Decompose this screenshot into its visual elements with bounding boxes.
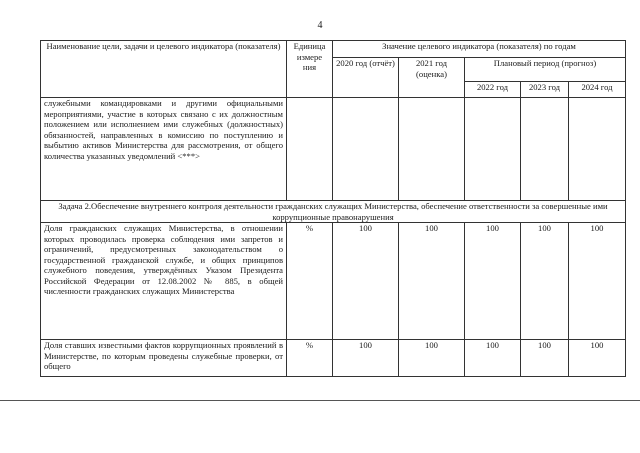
page-number: 4 — [317, 20, 323, 31]
value-2020: 100 — [333, 223, 399, 340]
table-row — [41, 223, 626, 340]
indicator-unit: % — [287, 340, 333, 377]
indicator-text: Доля ставших известными фактов коррупционных проявлений в Министерстве, по которым проведены служебные проверки, от общего — [41, 340, 287, 377]
value-2024 — [569, 98, 626, 201]
value-2022 — [465, 98, 521, 201]
value-2020 — [333, 98, 399, 201]
value-2022: 100 — [465, 340, 521, 377]
indicator-text: служебными командировками и другими официальными мероприятиями, участие в которых связано с их должностным положением или исполнением ими служебных (должностных) обязанностей, направленных в комиссию по поступлению и выбытию активов Министерства для рассмотрения, от общего количества указанных уведомлений <***> — [41, 98, 287, 201]
value-2023 — [521, 98, 569, 201]
header-year-2024: 2024 год — [569, 82, 626, 98]
value-2024: 100 — [569, 223, 626, 340]
value-2021: 100 — [399, 223, 465, 340]
header-value-group: Значение целевого индикатора (показателя) по годам — [333, 41, 626, 58]
task-row — [41, 201, 626, 223]
value-2023: 100 — [521, 223, 569, 340]
table-row — [41, 340, 626, 377]
table-row — [41, 98, 626, 201]
value-2021 — [399, 98, 465, 201]
page-cut-line — [0, 400, 640, 401]
header-year-2023: 2023 год — [521, 82, 569, 98]
value-2020: 100 — [333, 340, 399, 377]
header-year-2021: 2021 год (оценка) — [399, 58, 465, 98]
header-year-2022: 2022 год — [465, 82, 521, 98]
header-year-2020: 2020 год (отчёт) — [333, 58, 399, 98]
value-2022: 100 — [465, 223, 521, 340]
header-unit: Единица измере ния — [287, 41, 333, 98]
header-name: Наименование цели, задачи и целевого индикатора (показателя) — [41, 41, 287, 98]
indicator-unit — [287, 98, 333, 201]
task-2-heading: Задача 2.Обеспечение внутреннего контроля деятельности гражданских служащих Министерства, обеспечение ответственности за совершенные ими коррупционные правонарушения — [41, 201, 626, 223]
value-2023: 100 — [521, 340, 569, 377]
indicators-table — [40, 40, 626, 377]
value-2021: 100 — [399, 340, 465, 377]
value-2024: 100 — [569, 340, 626, 377]
indicator-text: Доля гражданских служащих Министерства, в отношении которых проводилась проверка соблюдения ими запретов и ограничений, предусмотренных законодательством о государственной гражданской службе, и общих принципов служебного поведения, утверждённых Указом Президента Российской Федерации от 12.08.2002 № 885, в общей численности гражданских служащих Министерства — [41, 223, 287, 340]
indicator-unit: % — [287, 223, 333, 340]
header-plan-period: Плановый период (прогноз) — [465, 58, 626, 82]
